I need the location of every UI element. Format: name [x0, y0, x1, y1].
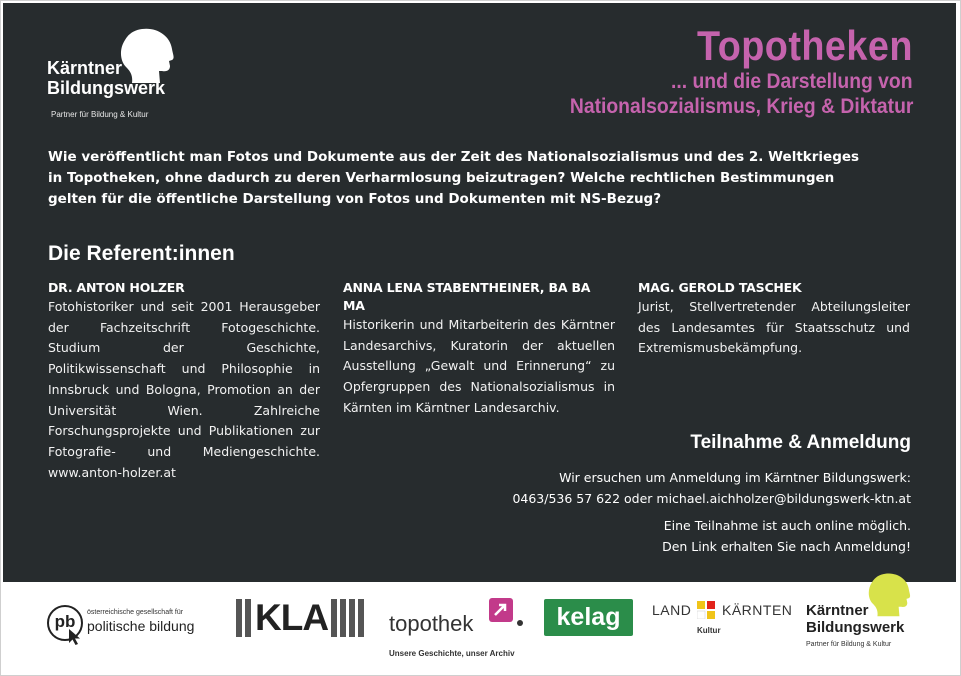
land-logo-left: LAND: [652, 602, 692, 618]
pb-logo-small-text: österreichische gesellschaft für: [87, 609, 184, 616]
intro-line: in Topotheken, ohne dadurch zu deren Verharmlosung beizutragen? Welche rechtlichen Bestimmungen: [48, 170, 835, 186]
intro-line: gelten für die öffentliche Darstellung von Fotos und Dokumenten mit NS-Bezug?: [48, 191, 662, 207]
topothek-logo-text: topothek: [389, 611, 474, 636]
speaker-column: [343, 279, 615, 419]
title-subline-1: ... und die Darstellung von: [671, 70, 913, 93]
speaker-bio: Historikerin und Mitarbeiterin des Kärntner Landesarchivs, Kuratorin der aktuellen Ausstellung „Gewalt und Erinnerung“ zu Opfergruppen des Nationalsozialismus in Kärnten im Kärntner Landesarchiv.: [343, 317, 615, 415]
speaker-name: DR. ANTON HOLZER: [48, 280, 185, 295]
pb-logo-text: politische bildung: [87, 618, 195, 634]
online-note: [351, 516, 911, 557]
title-subline-2: Nationalsozialismus, Krieg & Diktatur: [569, 95, 913, 118]
kbw-logo-name: [47, 58, 165, 98]
speaker-name: ANNA LENA STABENTHEINER, BA BA MA: [343, 280, 591, 313]
speaker-column: [638, 279, 910, 359]
land-logo-right: KÄRNTEN: [722, 602, 793, 618]
speaker-column: [48, 279, 320, 483]
registration-contact[interactable]: 0463/536 57 622 oder michael.aichholzer@bildungswerk-ktn.at: [512, 490, 911, 506]
speaker-bio: Fotohistoriker und seit 2001 Herausgeber der Fachzeitschrift Fotogeschichte. Studium der Geschichte, Politikwissenschaft und Philosophie in Innsbruck und Bologna, Promotion an der Universität Wien. Zahlreiche Forschungsprojekte und Publikationen zur Fotografie- und Mediengeschichte. www.anton-holzer.at: [48, 299, 320, 480]
kbw-footer-tagline: Partner für Bildung & Kultur: [806, 641, 892, 648]
kbw-logo-line2: Bildungswerk: [47, 78, 166, 98]
kbw-footer-logo: [806, 602, 904, 636]
registration-heading: Teilnahme & Anmeldung: [690, 432, 911, 453]
kbw-footer-line1: Kärntner: [806, 602, 869, 619]
topothek-logo-icon: [489, 598, 525, 628]
kbw-footer-line2: Bildungswerk: [806, 619, 905, 636]
intro-paragraph: [48, 147, 908, 210]
online-line: Eine Teilnahme ist auch online möglich.: [663, 518, 911, 533]
speaker-bio: Jurist, Stellvertretender Abteilungsleiter des Landesamtes für Staatsschutz und Extremismusbekämpfung.: [638, 299, 910, 356]
kelag-logo: kelag: [544, 599, 633, 636]
online-line: Den Link erhalten Sie nach Anmeldung!: [662, 538, 911, 554]
pb-logo-mark: pb: [47, 605, 83, 641]
carinthia-flag-icon: [697, 601, 715, 619]
speaker-name: MAG. GEROLD TASCHEK: [638, 280, 802, 295]
intro-line: Wie veröffentlicht man Fotos und Dokumente aus der Zeit des Nationalsozialismus und des 2. Weltkrieges: [48, 149, 860, 165]
registration-line: Wir ersuchen um Anmeldung im Kärntner Bildungswerk:: [559, 470, 911, 485]
cursor-arrow-icon: [68, 628, 82, 646]
land-logo-subtitle: Kultur: [697, 626, 721, 635]
kbw-logo-line1: Kärntner: [47, 58, 123, 78]
topothek-tagline: Unsere Geschichte, unser Archiv: [389, 649, 515, 658]
page-title: Topotheken: [697, 22, 913, 69]
registration-text: [351, 468, 911, 509]
speakers-heading: Die Referent:innen: [48, 242, 235, 265]
kla-logo-text: KLA: [255, 597, 329, 638]
kbw-logo-tagline: Partner für Bildung & Kultur: [51, 110, 149, 119]
